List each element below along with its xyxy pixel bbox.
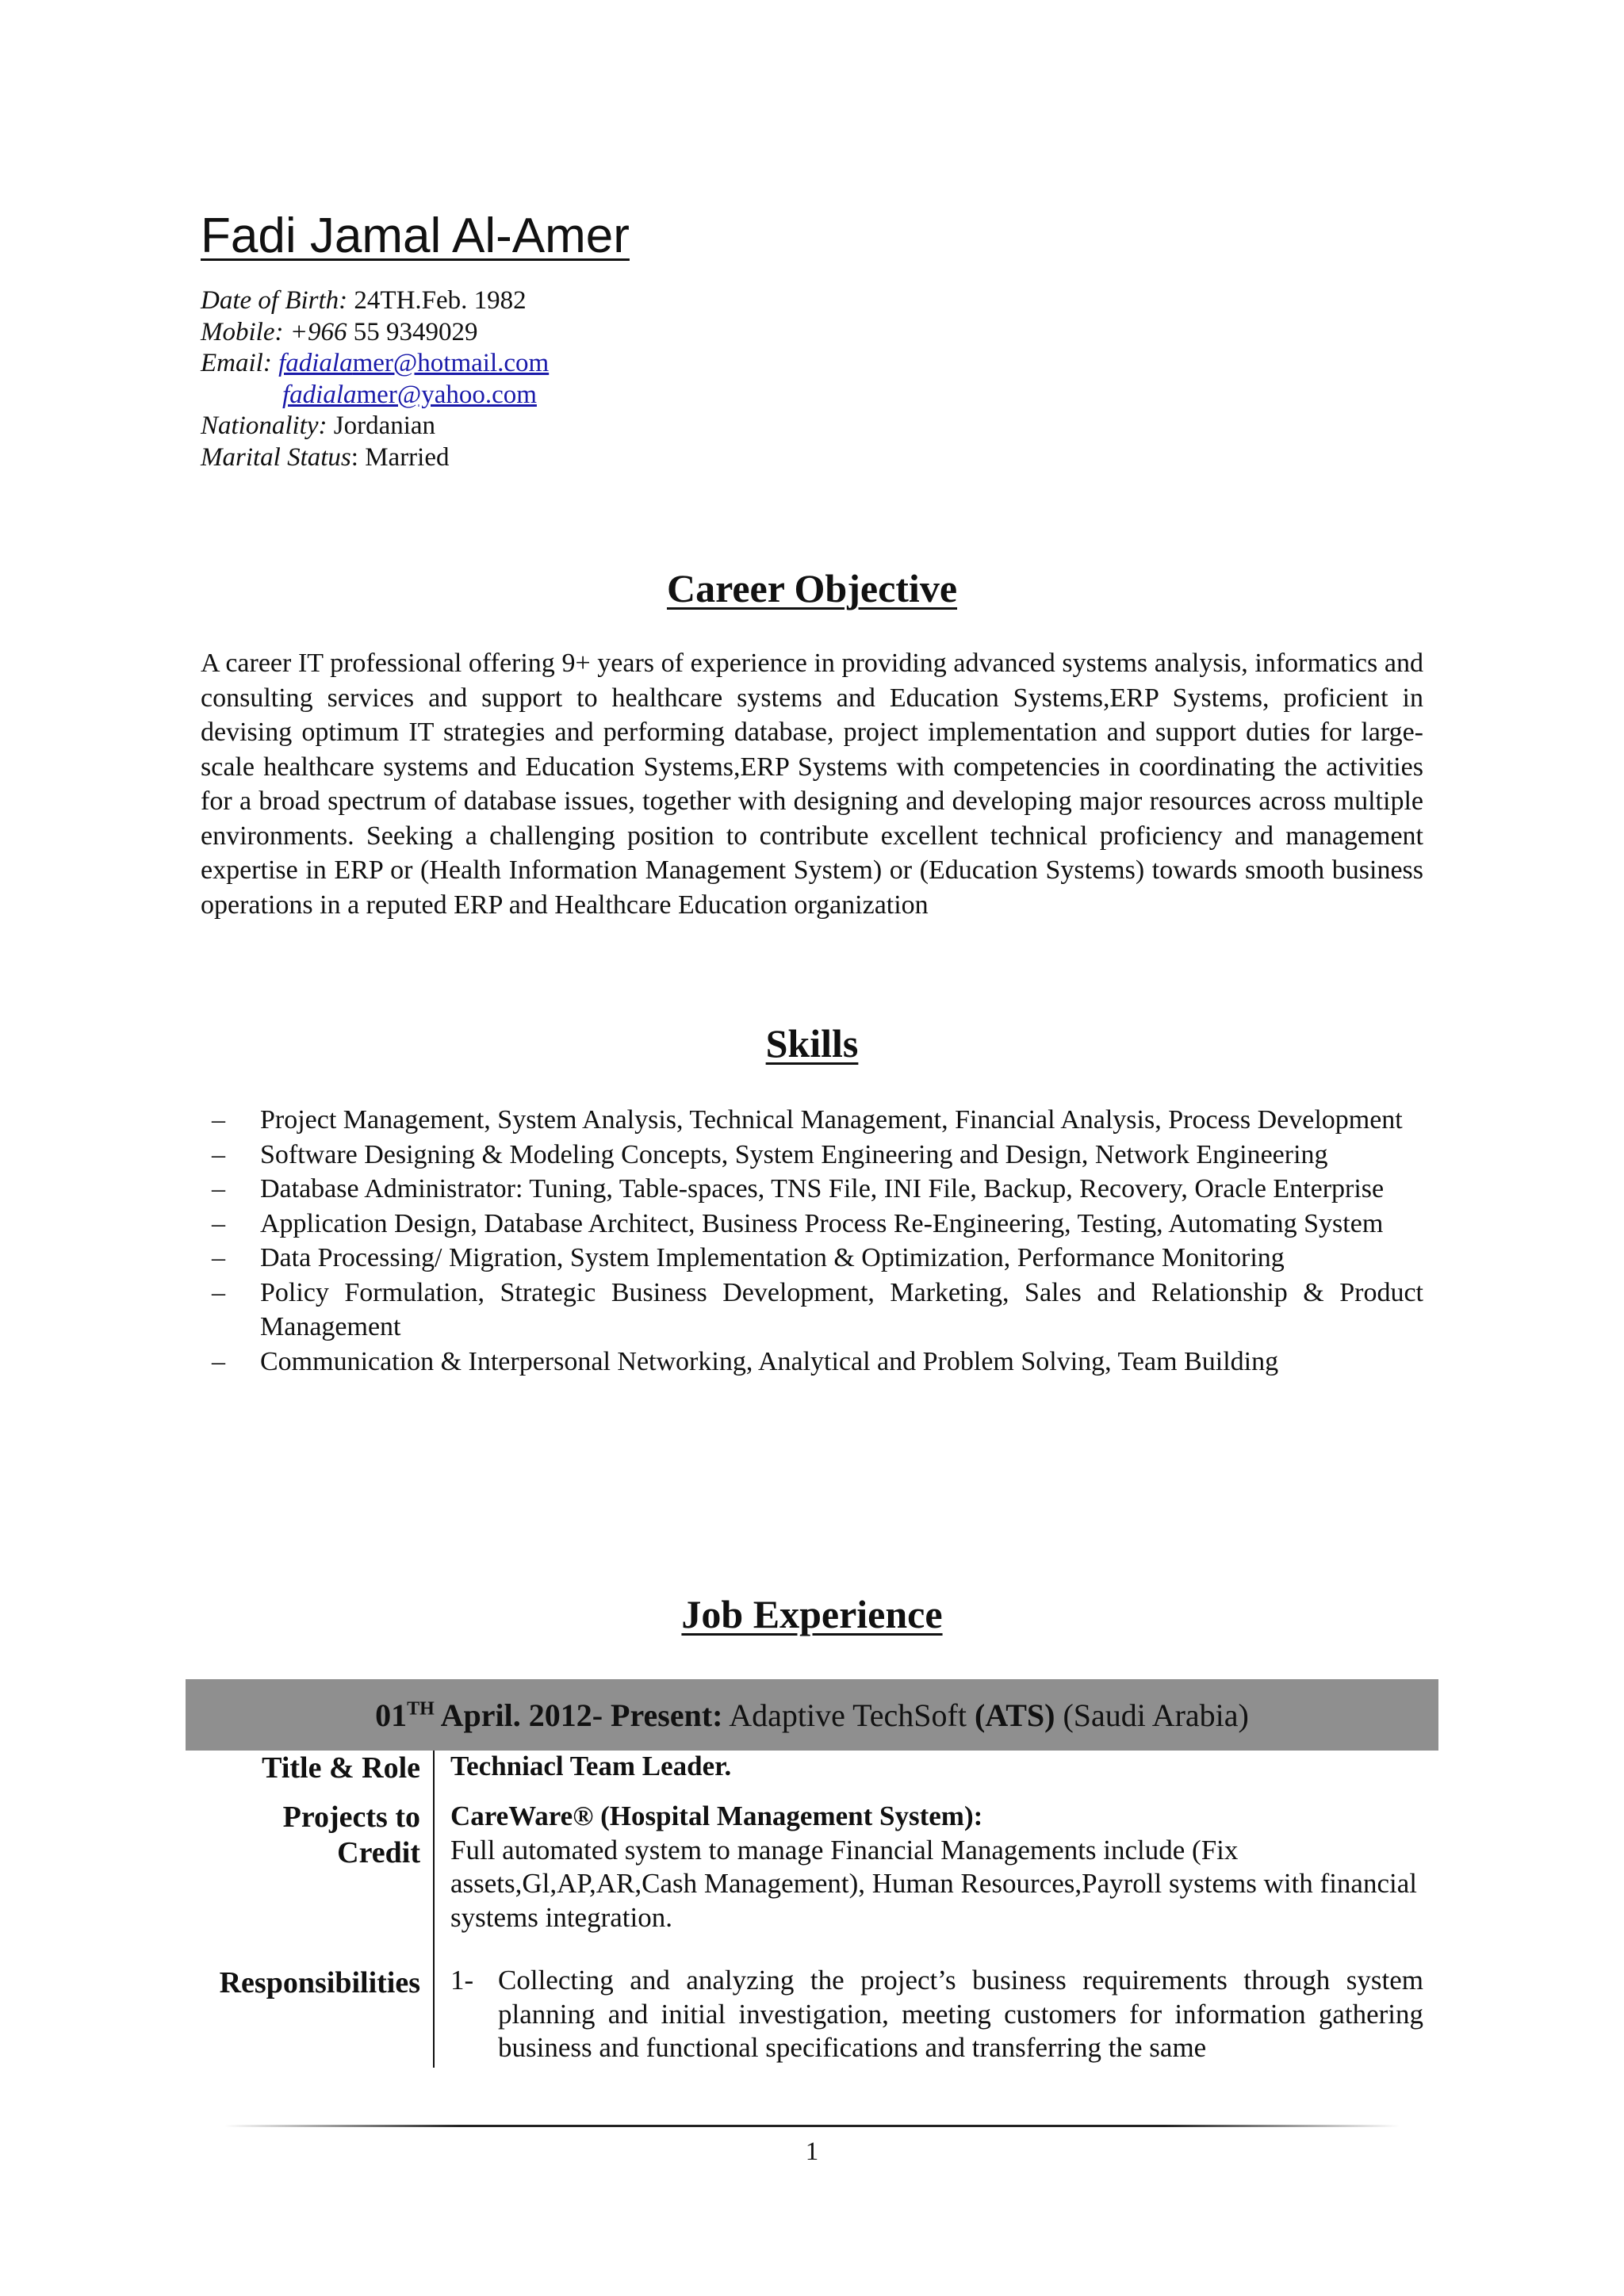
dash-bullet: –: [212, 1208, 225, 1238]
nationality-value: Jordanian: [333, 411, 436, 441]
project-name: CareWare® (Hospital Management System):: [450, 1800, 983, 1831]
skill-item: – Application Design, Database Architect, Business Process Re-Engineering, Testing, Automating System: [201, 1207, 1423, 1242]
personal-info: [201, 285, 549, 474]
mobile-value: 55 9349029: [353, 317, 478, 346]
marital-value: : Married: [350, 442, 450, 472]
job-company: Adaptive TechSoft: [722, 1697, 975, 1733]
skill-item: – Policy Formulation, Strategic Business Development, Marketing, Sales and Relationship & Product Management: [201, 1276, 1423, 1345]
title-role-label: Title & Role: [262, 1751, 420, 1785]
responsibility-number: 1-: [450, 1965, 474, 1996]
mobile-label: Mobile: +966: [201, 317, 347, 346]
job-period: April. 2012- Present:: [434, 1697, 723, 1733]
skill-item: – Database Administrator: Tuning, Table-spaces, TNS File, INI File, Backup, Recovery, Oracle Enterprise: [201, 1172, 1423, 1207]
nationality-row: [201, 411, 549, 442]
email-row-2: [201, 380, 549, 411]
skill-item: – Data Processing/ Migration, System Implementation & Optimization, Performance Monitoring: [201, 1241, 1423, 1276]
footer-divider: [224, 2125, 1400, 2127]
dash-bullet: –: [212, 1277, 225, 1307]
marital-label: Marital Status: [201, 442, 351, 472]
projects-label: Projects to Credit: [282, 1800, 420, 1869]
dob-value: 24TH.Feb. 1982: [354, 286, 527, 315]
project-description: Full automated system to manage Financial Managements include (Fix assets,Gl,AP,AR,Cash Management), Human Resources,Payroll systems with financial systems integration.: [450, 1834, 1417, 1933]
mobile-row: [201, 317, 549, 349]
dob-label: Date of Birth:: [201, 286, 348, 315]
job-period-band: [186, 1679, 1438, 1751]
dash-bullet: –: [212, 1139, 225, 1169]
job-country: (Saudi Arabia): [1055, 1697, 1249, 1733]
dash-bullet: –: [212, 1174, 225, 1203]
table-divider: [433, 1751, 435, 2068]
project-details: [450, 1800, 1423, 1934]
email-link-hotmail[interactable]: fadialamer@hotmail.com: [278, 349, 550, 378]
dob-row: [201, 285, 549, 317]
career-objective-heading: Career Objective: [666, 566, 958, 610]
skills-list: [201, 1103, 1423, 1379]
nationality-label: Nationality:: [201, 411, 327, 441]
skills-heading: Skills: [765, 1021, 859, 1066]
email-row: [201, 348, 549, 380]
skill-item: – Project Management, System Analysis, Technical Management, Financial Analysis, Process Development: [201, 1103, 1423, 1138]
email-label: Email:: [201, 349, 272, 378]
skill-item: – Communication & Interpersonal Networking, Analytical and Problem Solving, Team Building: [201, 1345, 1423, 1380]
candidate-name: Fadi Jamal Al-Amer: [201, 209, 630, 263]
job-start-day: 01: [375, 1697, 408, 1733]
career-objective-text: A career IT professional offering 9+ years of experience in providing advanced systems analysis, informatics and consulting services and support to healthcare systems and Education Systems,ERP Systems, proficient in devising optimum IT strategies and performing database, project implementation and support duties for large-scale healthcare systems and Education Systems,ERP Systems with competencies in coordinating the activities for a broad spectrum of database issues, together with designing and developing major resources across multiple environments. Seeking a challenging position to contribute excellent technical proficiency and management expertise in ERP or (Health Information Management System) or (Education Systems) towards smooth business operations in a reputed ERP and Healthcare Education organization: [201, 649, 1423, 920]
page-number: 1: [805, 2137, 819, 2166]
job-start-sup: TH: [407, 1698, 435, 1720]
job-experience-heading: Job Experience: [681, 1592, 943, 1636]
skill-item: – Software Designing & Modeling Concepts, System Engineering and Design, Network Engineering: [201, 1138, 1423, 1173]
responsibility-item: [450, 1964, 1423, 2065]
dash-bullet: –: [212, 1105, 225, 1135]
responsibilities-label: Responsibilities: [219, 1966, 420, 1999]
dash-bullet: –: [212, 1243, 225, 1272]
responsibility-text: Collecting and analyzing the project’s business requirements through system planning and initial investigation, meeting customers for information gathering business and functional specifications and transferring the same: [498, 1965, 1423, 2063]
dash-bullet: –: [212, 1346, 225, 1376]
email-link-yahoo[interactable]: fadialamer@yahoo.com: [282, 380, 537, 409]
title-role-value: Techniacl Team Leader.: [450, 1751, 732, 1781]
marital-row: [201, 442, 549, 474]
job-company-abbr: (ATS): [975, 1697, 1055, 1733]
